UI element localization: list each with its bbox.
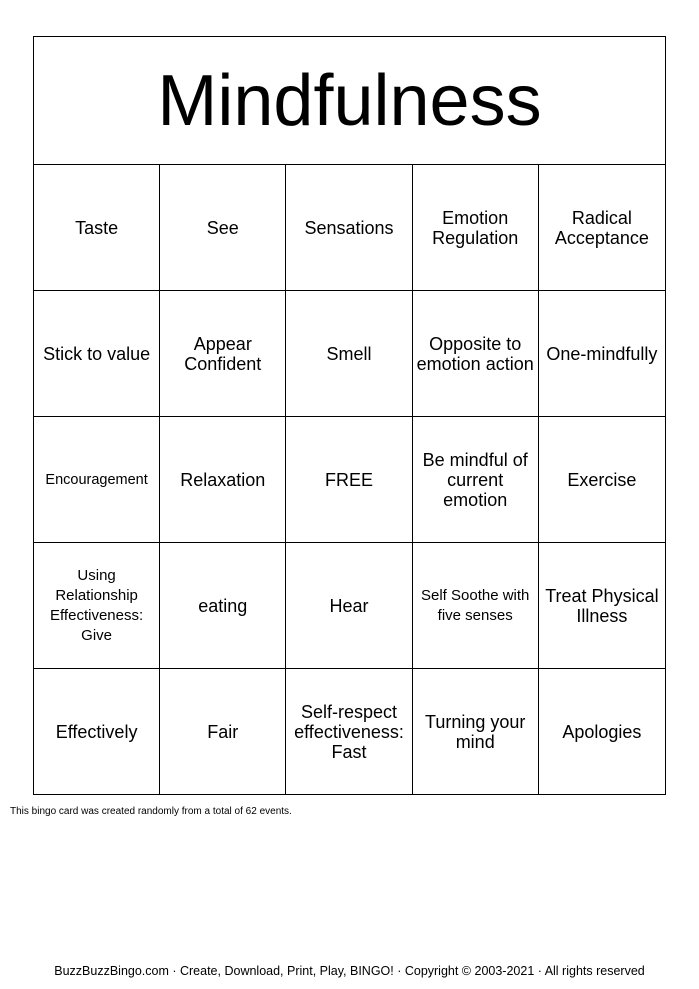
bingo-cell: Effectively [34,669,160,795]
card-note: This bingo card was created randomly from a total of 62 events. [10,806,292,817]
bingo-cell-free: FREE [286,417,412,543]
bingo-cell: Turning your mind [413,669,539,795]
bingo-cell: See [160,165,286,291]
bingo-cell: One-mindfully [539,291,665,417]
bingo-cell: Apologies [562,722,642,742]
bingo-cell: Fair [160,669,286,795]
bingo-cell: Be mindful of current emotion [413,417,539,543]
bingo-cell: Self-respect effectiveness: Fast [286,669,412,795]
bingo-cell: Appear Confident [160,291,286,417]
card-title: Mindfulness [34,37,665,165]
footer-text: BuzzBuzzBingo.com · Create, Download, Print, Play, BINGO! · Copyright © 2003-2021 · All rights reserved [54,964,645,978]
bingo-cell: Smell [286,291,412,417]
bingo-cell: Treat Physical Illness [539,543,665,669]
bingo-grid [34,165,665,795]
bingo-cell: Emotion Regulation [413,165,539,291]
bingo-cell: Stick to value [34,291,160,417]
bingo-cell: Taste [34,165,160,291]
bingo-card [33,36,666,795]
bingo-cell: Sensations [286,165,412,291]
bingo-cell: Self Soothe with five senses [413,543,539,669]
bingo-cell: Exercise [539,417,665,543]
bingo-cell: Encouragement [34,417,160,543]
bingo-cell: Hear [286,543,412,669]
bingo-cell: Radical Acceptance [539,165,665,291]
bingo-cell: Relaxation [160,417,286,543]
bingo-cell: Using Relationship Effectiveness: Give [34,543,160,669]
bingo-cell: Opposite to emotion action [413,291,539,417]
bingo-cell: eating [160,543,286,669]
